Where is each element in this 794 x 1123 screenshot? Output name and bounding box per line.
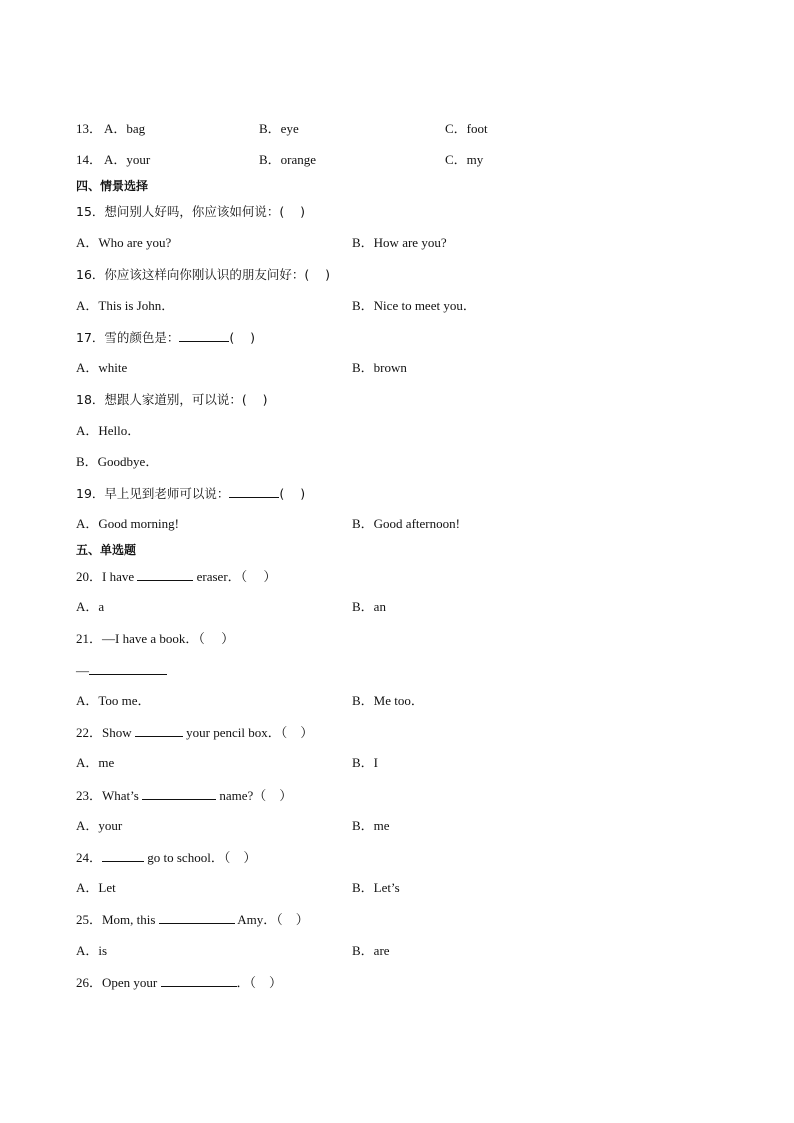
q17-stem-text: 17．雪的颜色是： <box>76 330 180 345</box>
q23-stem <box>76 787 292 804</box>
q13-option-a: A．bag <box>104 121 146 136</box>
q24-stem <box>76 849 256 866</box>
q19-stem <box>76 485 305 502</box>
q17-option-b: B．brown <box>352 360 407 375</box>
q25-stem <box>76 911 309 928</box>
q24-option-b: B．Let’s <box>352 880 400 895</box>
q21-reply <box>76 662 167 679</box>
q13-option-c: C．foot <box>445 121 488 136</box>
q24-option-a: A．Let <box>76 880 116 895</box>
q26-blank <box>161 974 237 987</box>
q23-option-b: B．me <box>352 818 390 833</box>
q18-stem: 18．想跟人家道别，可以说：( ) <box>76 392 268 407</box>
q23-stem-rest: name?（ ） <box>216 788 293 803</box>
q19-option-a: A．Good morning! <box>76 516 179 531</box>
q15-option-b: B．How are you? <box>352 235 447 250</box>
q20-stem <box>76 568 276 585</box>
q21-option-b: B．Me too． <box>352 693 424 708</box>
q18-option-b: B．Goodbye． <box>76 454 159 469</box>
q24-stem-text: 24． <box>76 850 103 865</box>
q21-dash: — <box>76 663 89 678</box>
q21-option-a: A．Too me． <box>76 693 151 708</box>
q14-option-b: B．orange <box>259 152 317 167</box>
section-heading-4: 四、情景选择 <box>76 179 149 193</box>
q17-option-a: A．white <box>76 360 128 375</box>
q23-option-a: A．your <box>76 818 123 833</box>
q20-option-a: A．a <box>76 599 105 614</box>
q25-option-a: A．is <box>76 943 108 958</box>
q25-option-b: B．are <box>352 943 390 958</box>
q25-stem-text: 25．Mom, this <box>76 912 159 927</box>
q20-option-b: B．an <box>352 599 386 614</box>
q13-option-b: B．eye <box>259 121 299 136</box>
q15-option-a: A．Who are you? <box>76 235 172 250</box>
q17-stem <box>76 329 255 346</box>
q22-stem-rest: your pencil box．（ ） <box>182 725 314 740</box>
q24-stem-rest: go to school．（ ） <box>144 850 257 865</box>
q19-option-b: B．Good afternoon! <box>352 516 460 531</box>
q14-option-a: A．your <box>104 152 151 167</box>
q17-bracket: ( ) <box>229 330 256 345</box>
q21-blank <box>89 662 167 675</box>
q25-stem-rest: Amy．（ ） <box>234 912 309 927</box>
q18-option-a: A．Hello． <box>76 423 141 438</box>
q13-number: 13． <box>76 121 103 136</box>
q26-stem-rest: ．（ ） <box>236 975 283 990</box>
q19-bracket: ( ) <box>279 486 306 501</box>
q22-stem <box>76 724 313 741</box>
q20-stem-text: 20．I have <box>76 569 138 584</box>
q19-stem-text: 19．早上见到老师可以说： <box>76 486 230 501</box>
q15-stem: 15．想问别人好吗，你应该如何说：( ) <box>76 204 306 219</box>
q16-option-b: B．Nice to meet you． <box>352 298 476 313</box>
q14-number: 14． <box>76 152 103 167</box>
q22-option-b: B．I <box>352 755 379 770</box>
q16-stem: 16．你应该这样向你刚认识的朋友问好：( ) <box>76 267 331 282</box>
q14-option-c: C．my <box>445 152 484 167</box>
q20-blank <box>137 568 193 581</box>
q22-option-a: A．me <box>76 755 115 770</box>
q26-stem <box>76 974 282 991</box>
q21-stem: 21．—I have a book．（ ） <box>76 631 235 646</box>
q23-stem-text: 23．What’s <box>76 788 143 803</box>
q22-stem-text: 22．Show <box>76 725 135 740</box>
q25-blank <box>159 911 235 924</box>
q22-blank <box>135 724 183 737</box>
q24-blank <box>102 849 144 862</box>
q17-blank <box>179 329 229 342</box>
q19-blank <box>229 485 279 498</box>
q26-stem-text: 26．Open your <box>76 975 161 990</box>
q20-stem-rest: eraser．（ ） <box>193 569 277 584</box>
q23-blank <box>142 787 216 800</box>
section-heading-5: 五、单选题 <box>76 543 137 557</box>
q16-option-a: A．This is John． <box>76 298 175 313</box>
